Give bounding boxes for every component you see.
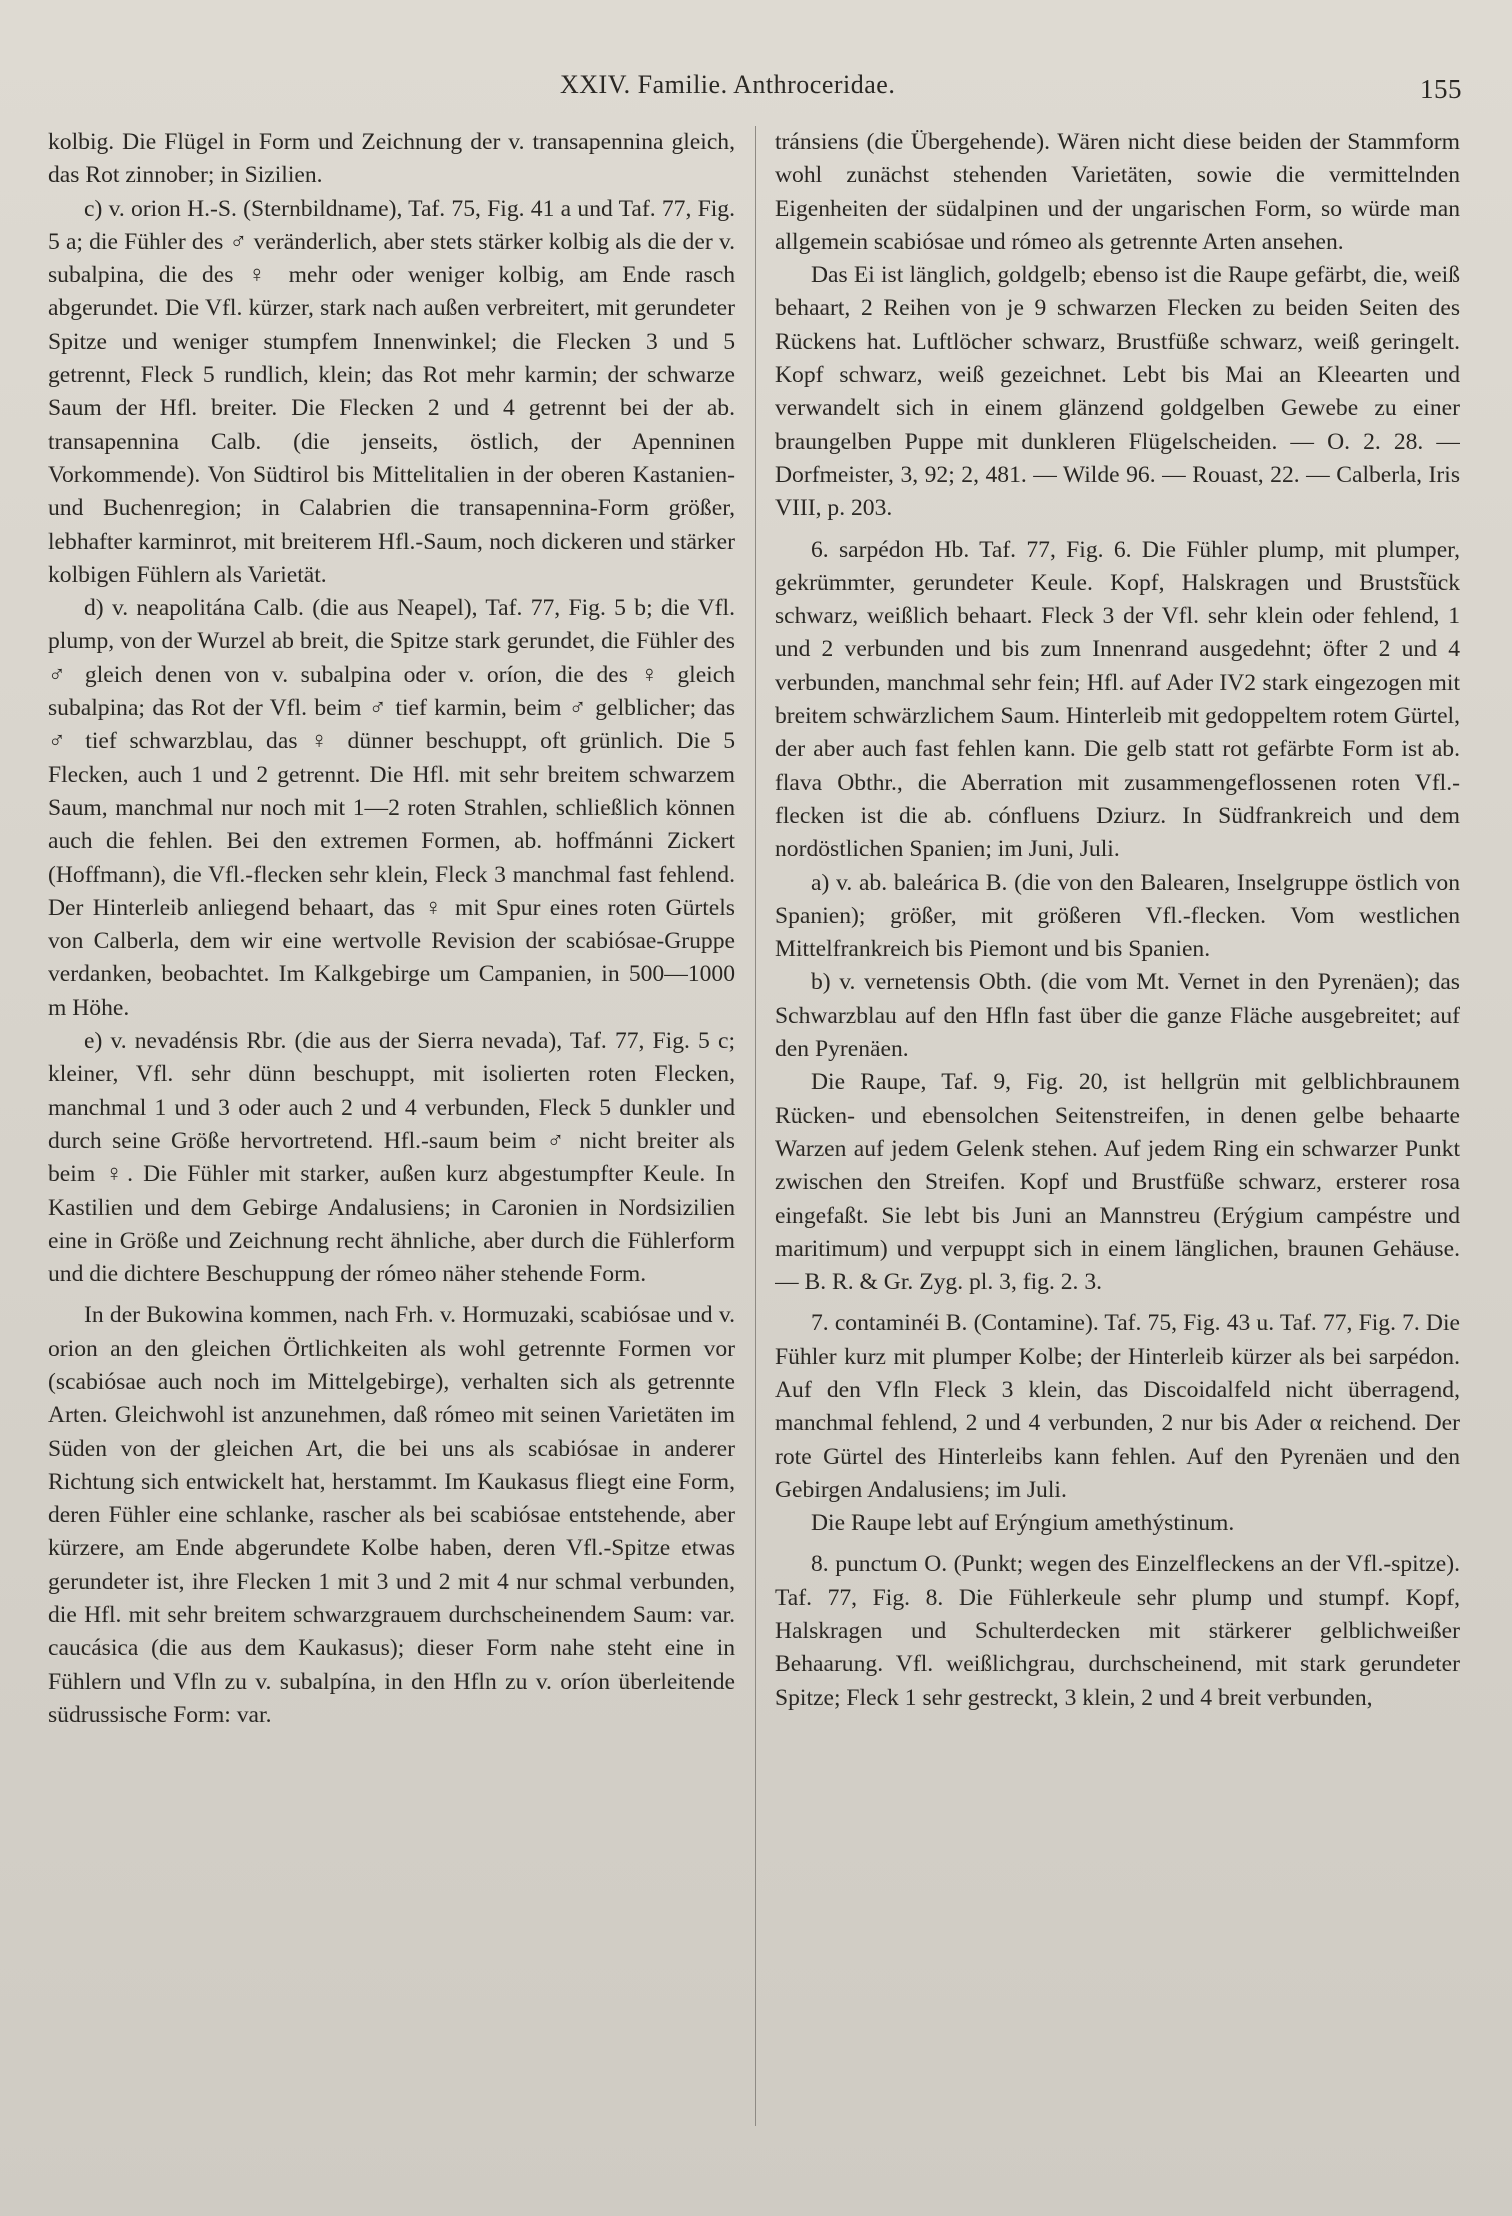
- paragraph: a) v. ab. baleárica B. (die von den Balearen, Inselgruppe östlich von Spanien); größer, mit größeren Vfl.-flecken. Vom westlichen Mittelfrankreich bis Piemont und bis Spanien.: [775, 869, 1460, 963]
- page-number: 155: [1420, 74, 1462, 104]
- species-entry-punctum: 8. punctum O. (Punkt; wegen des Einzelfleckens an der Vfl.-spitze). Taf. 77, Fig. 8. Die Fühlerkeule sehr plump und stumpf. Kopf, Halskragen und Schulterdecken mit stärkerer gelblichweißer Behaarung. Vfl. weißlichgrau, durchscheinend, mit stark gerundeter Spitze; Fleck 1 sehr gestreckt, 3 klein, 2 und 4 breit verbunden,: [775, 1551, 1460, 1711]
- paragraph: e) v. nevadénsis Rbr. (die aus der Sierra nevada), Taf. 77, Fig. 5 c; kleiner, Vfl. sehr dünn beschuppt, mit isolierten roten Flecken, manchmal 1 und 3 oder auch 2 und 4 verbunden, Fleck 5 dunkler und durch seine Größe hervortretend. Hfl.-saum beim ♂ nicht breiter als beim ♀. Die Fühler mit starker, außen kurz abgestumpfter Keule. In Kastilien und dem Gebirge Andalusiens; in Caronien in Nordsizilien eine in Größe und Zeichnung recht ähnliche, aber durch die Fühlerform und die dichtere Beschuppung der rómeo näher stehende Form.: [48, 1028, 735, 1288]
- paragraph: Die Raupe lebt auf Erýngium amethýstinum.: [811, 1510, 1235, 1537]
- species-entry-contaminei: 7. contaminéi B. (Contamine). Taf. 75, Fig. 43 u. Taf. 77, Fig. 7. Die Fühler kurz mit plumper Kolbe; der Hinterleib kürzer als bei sarpédon. Auf den Vfln Fleck 3 klein, das Discoidalfeld nicht überragend, manchmal fehlend, 2 und 4 verbunden, 2 nur bis Ader α reichend. Der rote Gürtel des Hinterleibs kann fehlen. Auf den Pyrenäen und den Gebirgen Andalusiens; im Juli.: [775, 1310, 1460, 1503]
- right-column: [775, 126, 1460, 2136]
- paragraph: c) v. orion H.-S. (Sternbildname), Taf. 75, Fig. 41 a und Taf. 77, Fig. 5 a; die Fühler des ♂ veränderlich, aber stets stärker kolbig als die der v. subalpina, die des ♀ mehr oder weniger kolbig, am Ende rasch abgerundet. Die Vfl. kürzer, stark nach außen verbreitert, mit gerundeter Spitze und weniger stumpfem Innenwinkel; die Flecken 3 und 5 getrennt, Fleck 5 rundlich, klein; das Rot mehr karmin; der schwarze Saum der Hfl. breiter. Die Flecken 2 und 4 getrennt bei der ab. transapennina Calb. (die jenseits, östlich, der Apenninen Vorkommende). Von Südtirol bis Mittelitalien in der oberen Kastanien- und Buchenregion; in Calabrien die transapennina-Form größer, lebhafter karminrot, mit breiterem Hfl.-Saum, noch dickeren und stärker kolbigen Fühlern als Varietät.: [48, 195, 735, 588]
- running-head: XXIV. Familie. Anthroceridae.: [560, 70, 896, 99]
- page-header: [0, 62, 1512, 102]
- paragraph: Das Ei ist länglich, goldgelb; ebenso ist die Raupe gefärbt, die, weiß behaart, 2 Reihen von je 9 schwarzen Flecken zu beiden Seiten des Rückens hat. Luftlöcher schwarz, Brustfüße schwarz, weiß geringelt. Kopf schwarz, weiß gezeichnet. Lebt bis Mai an Kleearten und verwandelt sich in einem glänzend goldgelben Gewebe zu einer braungelben Puppe mit dunkleren Flügelscheiden. — O. 2. 28. — Dorfmeister, 3, 92; 2, 481. — Wilde 96. — Rouast, 22. — Calberla, Iris VIII, p. 203.: [775, 262, 1460, 522]
- paragraph: tránsiens (die Übergehende). Wären nicht diese beiden der Stammform wohl zunächst stehenden Varietäten, sowie die vermittelnden Eigenheiten der südalpinen und der ungarischen Form, so würde man allgemein scabiósae und rómeo als getrennte Arten ansehen.: [775, 129, 1460, 255]
- paragraph: d) v. neapolitána Calb. (die aus Neapel), Taf. 77, Fig. 5 b; die Vfl. plump, von der Wurzel ab breit, die Spitze stark gerundet, die Fühler des ♂ gleich denen von v. subalpina oder v. oríon, die des ♀ gleich subalpina; das Rot der Vfl. beim ♂ tief karmin, beim ♂ gelblicher; das ♂ tief schwarzblau, das ♀ dünner beschuppt, oft grünlich. Die 5 Flecken, auch 1 und 2 getrennt. Die Hfl. mit sehr breitem schwarzem Saum, manchmal nur noch mit 1—2 roten Strahlen, schließlich können auch die fehlen. Bei den extremen Formen, ab. hoffmánni Zickert (Hoffmann), die Vfl.-flecken sehr klein, Fleck 3 manchmal fast fehlend. Der Hinterleib anliegend behaart, das ♀ mit Spur eines roten Gürtels von Calberla, dem wir eine wertvolle Revision der scabiósae-Gruppe verdanken, beobachtet. Im Kalkgebirge um Campanien, in 500—1000 m Höhe.: [48, 595, 735, 1021]
- column-divider: [755, 126, 756, 2126]
- paragraph: Die Raupe, Taf. 9, Fig. 20, ist hellgrün mit gelblichbraunem Rücken- und ebensolchen Seitenstreifen, in denen gelbe behaarte Warzen auf jedem Gelenk stehen. Auf jedem Ring ein schwarzer Punkt zwischen den Streifen. Kopf und Brustfüße schwarz, ersterer rosa eingefaßt. Sie lebt bis Juni an Mannstreu (Erýgium campéstre und maritimum) und verpuppt sich in einem länglichen, braunen Gehäuse. — B. R. & Gr. Zyg. pl. 3, fig. 2. 3.: [775, 1069, 1460, 1296]
- paragraph: kolbig. Die Flügel in Form und Zeichnung der v. transapennina gleich, das Rot zinnober; in Sizilien.: [48, 129, 735, 189]
- paragraph: In der Bukowina kommen, nach Frh. v. Hormuzaki, scabiósae und v. orion an den gleichen Örtlichkeiten als wohl getrennte Formen vor (scabiósae auch noch im Mittelgebirge), verhalten sich als getrennte Arten. Gleichwohl ist anzunehmen, daß rómeo mit seinen Varietäten im Süden von der gleichen Art, die bei uns als scabiósae in anderer Richtung sich entwickelt hat, herstammt. Im Kaukasus fliegt eine Form, deren Fühler eine schlanke, rascher als bei scabiósae entstehende, aber kürzere, am Ende abgerundete Kolbe haben, deren Vfl.-Spitze etwas gerundeter ist, ihre Flecken 1 mit 3 und 2 mit 4 nur schmal verbunden, die Hfl. mit sehr breitem schwarzgrauem durchscheinendem Saum: var. caucásica (die aus dem Kaukasus); dieser Form nahe steht eine in Fühlern und Vfln zu v. subalpína, in den Hfln zu v. oríon überleitende südrussische Form: var.: [48, 1302, 735, 1728]
- species-entry-sarpedon: 6. sarpédon Hb. Taf. 77, Fig. 6. Die Fühler plump, mit plumper, gekrümmter, gerundeter Keule. Kopf, Halskragen und Brustst̃ück schwarz, weißlich behaart. Fleck 3 der Vfl. sehr klein oder fehlend, 1 und 2 verbunden und bis zum Innenrand ausgedehnt; öfter 2 und 4 verbunden, manchmal sehr fein; Hfl. auf Ader IV2 stark eingezogen mit breitem schwärzlichem Saum. Hinterleib mit gedoppeltem rotem Gürtel, der aber auch fast fehlen kann. Die gelb statt rot gefärbte Form ist ab. flava Obthr., die Aberration mit zusammengeflossenen roten Vfl.-flecken ist die ab. cónfluens Dziurz. In Südfrankreich und dem nordöstlichen Spanien; im Juni, Juli.: [775, 536, 1460, 863]
- left-column: [48, 126, 735, 2136]
- paragraph: b) v. vernetensis Obth. (die vom Mt. Vernet in den Pyrenäen); das Schwarzblau auf den Hfln fast über die ganze Fläche ausgebreitet; auf den Pyrenäen.: [775, 969, 1460, 1063]
